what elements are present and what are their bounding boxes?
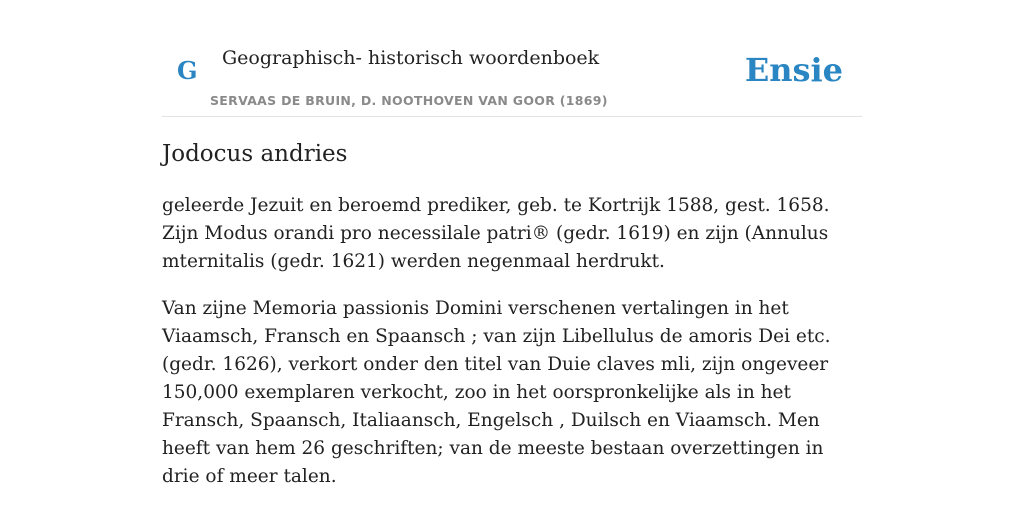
book-authors: SERVAAS DE BRUIN, D. NOOTHOVEN VAN GOOR (1869) [210,93,608,108]
header [162,0,862,117]
entry-paragraph: Van zijne Memoria passionis Domini verschenen vertalingen in het Viaamsch, Fransch en Spaansch ; van zijn Libellulus de amoris Dei etc. (gedr. 1626), verkort onder den titel van Duie claves mli, zijn ongeveer 150,000 exemplaren verkocht, zoo in het oorspronkelijke als in het Fransch, Spaansch, Italiaansch, Engelsch , Duilsch en Viaamsch. Men heeft van hem 26 geschriften; van de meeste bestaan overzettingen in drie of meer talen. [162,298,831,487]
entry-body [162,192,862,510]
book-letter-icon[interactable]: G [177,56,198,85]
book-title-link[interactable]: Geographisch- historisch woordenboek [222,47,600,69]
entry-title: Jodocus andries [162,141,348,167]
brand-logo-link[interactable]: Ensie [744,51,843,89]
entry-paragraph: geleerde Jezuit en beroemd prediker, geb. te Kortrijk 1588, gest. 1658. Zijn Modus orandi pro necessilale patri® (gedr. 1619) en zijn (Annulus mternitalis (gedr. 1621) werden negenmaal herdrukt. [162,195,830,272]
